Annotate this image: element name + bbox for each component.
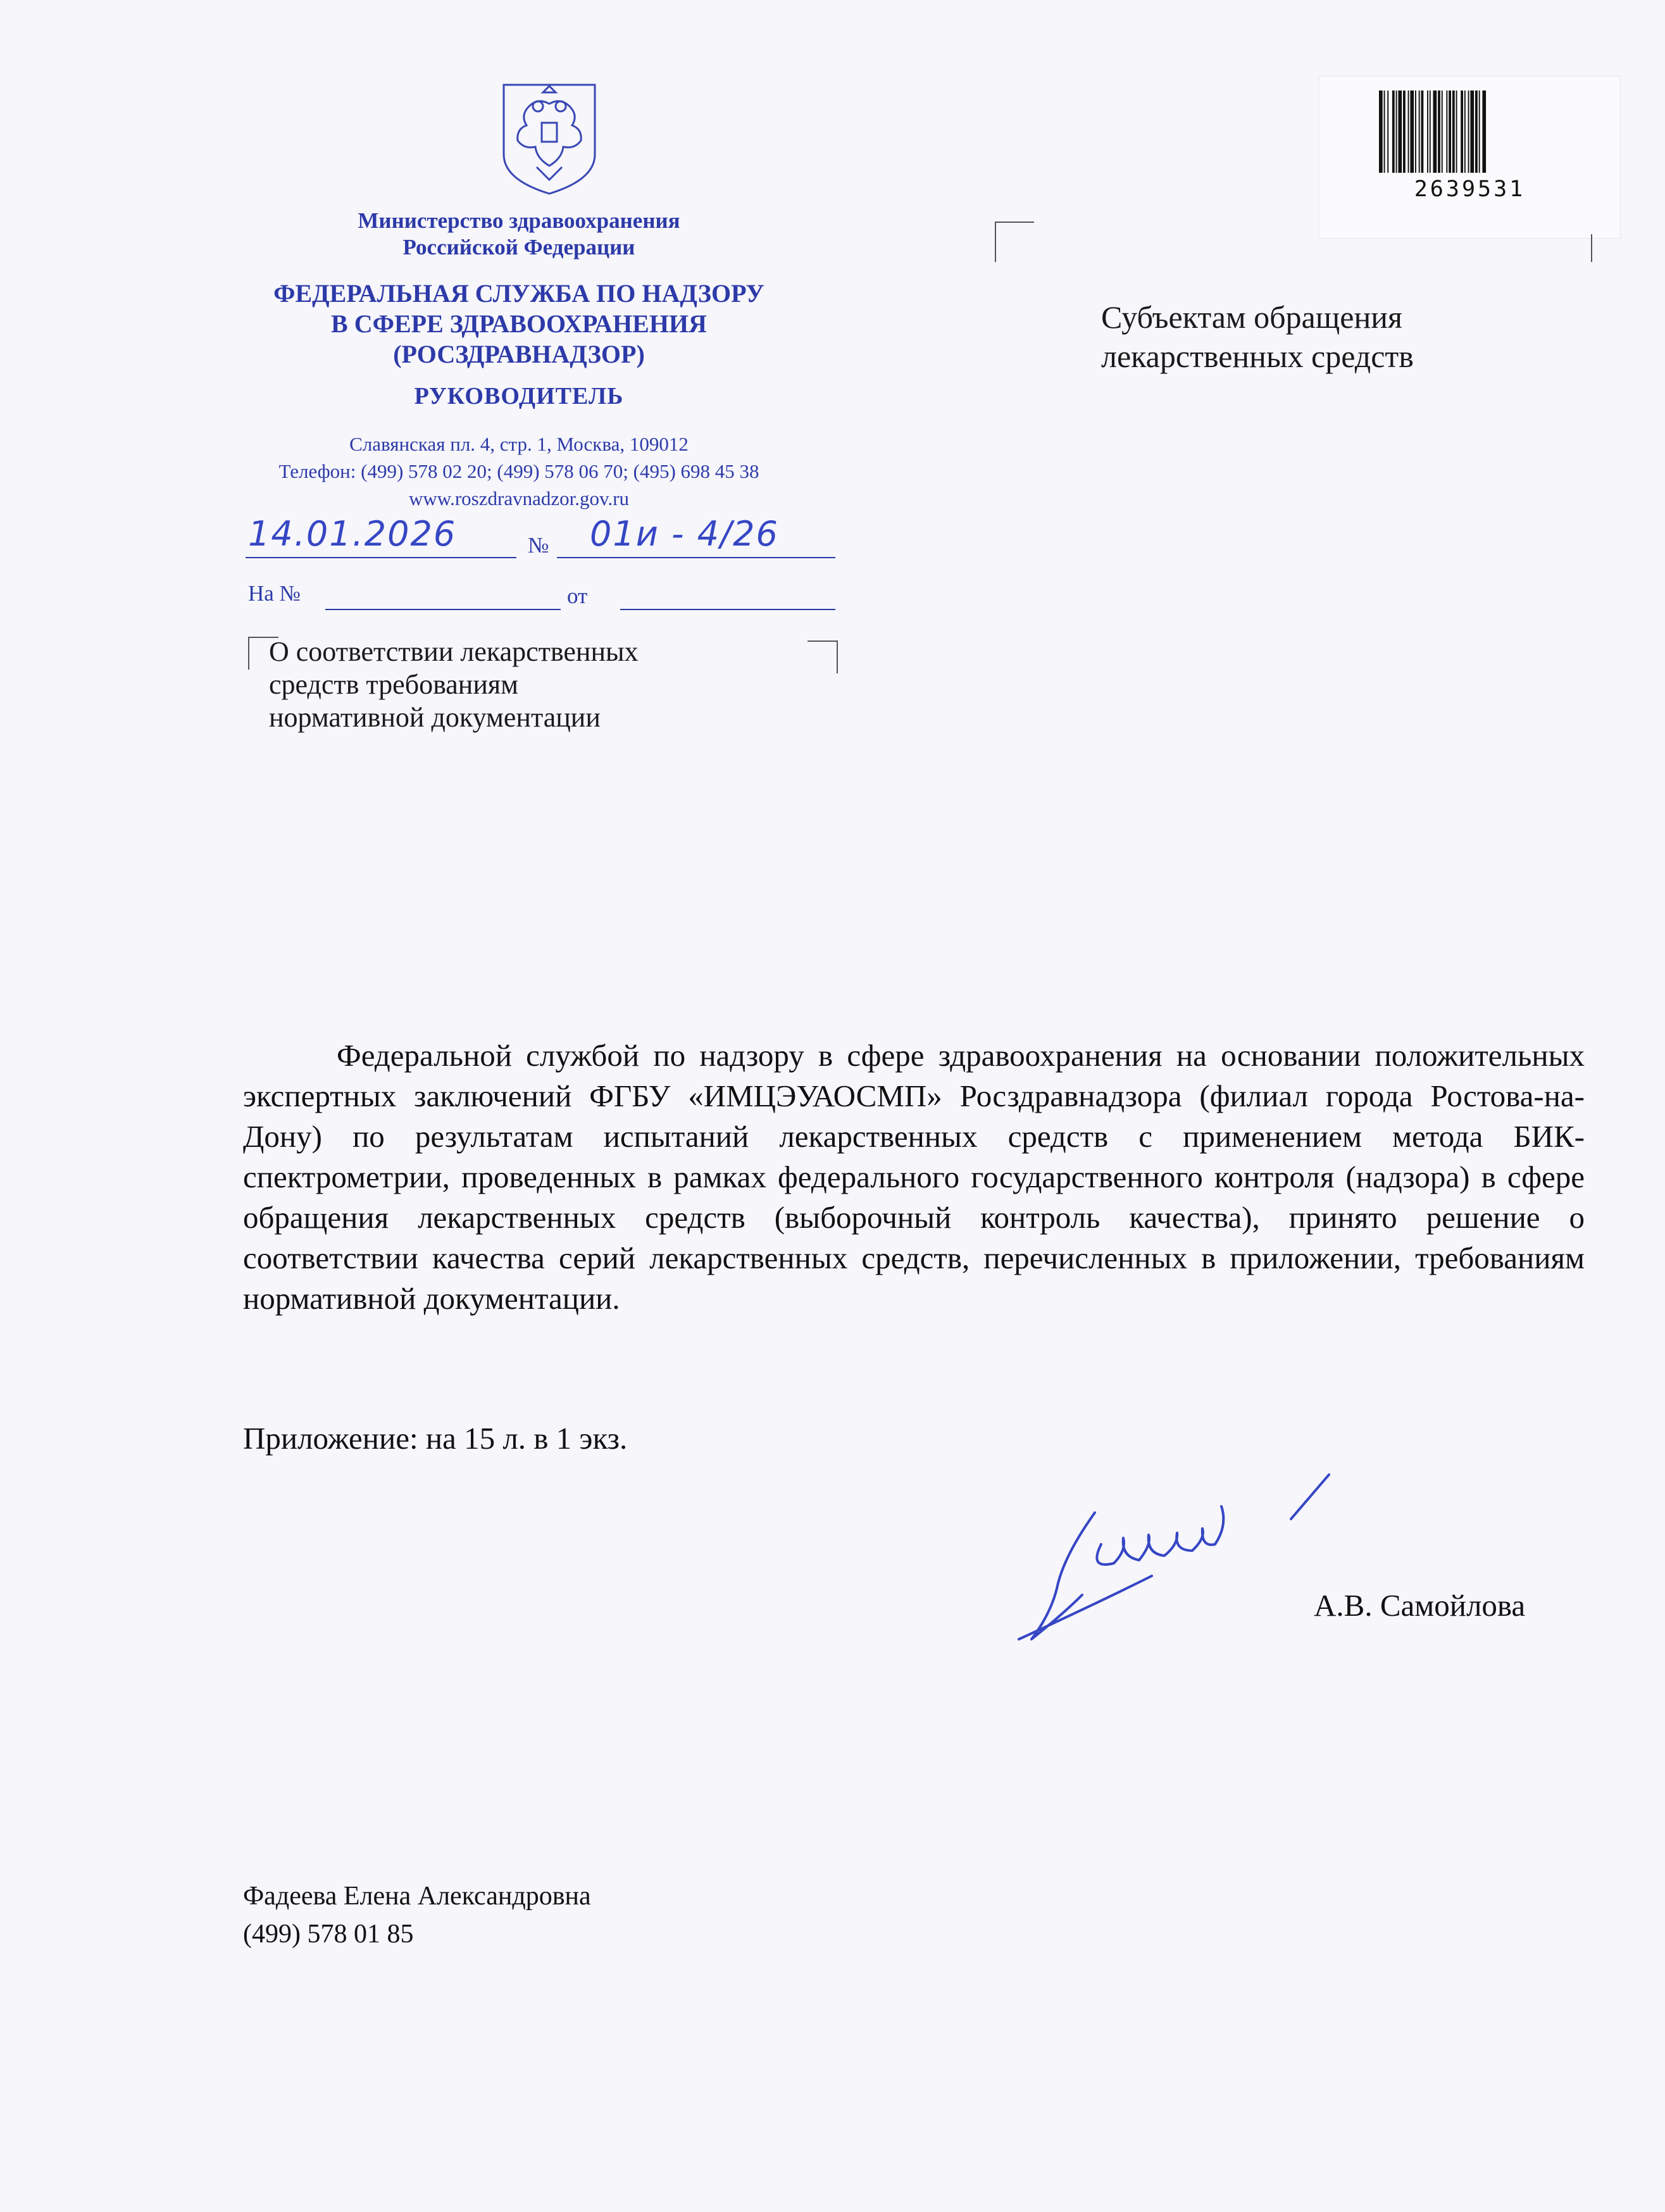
barcode-bar <box>1438 91 1440 173</box>
barcode-bar <box>1419 91 1420 173</box>
barcode-bar <box>1446 91 1447 173</box>
barcode-bar <box>1398 91 1402 173</box>
number-label: № <box>528 533 549 558</box>
barcode-bar <box>1430 91 1431 173</box>
barcode-bar <box>1452 91 1455 173</box>
service-line-1: ФЕДЕРАЛЬНАЯ СЛУЖБА ПО НАДЗОРУ <box>273 279 764 308</box>
ministry-line-1: Министерство здравоохранения <box>358 208 680 233</box>
barcode-bar <box>1403 91 1406 173</box>
reply-from-underline <box>620 609 835 610</box>
subject-line-2: средств требованиям <box>269 669 518 700</box>
barcode-number: 2639531 <box>1414 177 1526 202</box>
barcode-bar <box>1479 91 1480 173</box>
barcode-label <box>1319 76 1621 239</box>
executor-phone: (499) 578 01 85 <box>243 1920 414 1949</box>
barcode-bar <box>1456 91 1457 173</box>
contact-block <box>228 430 810 512</box>
subject-line-3: нормативной документации <box>269 702 601 733</box>
barcode-bar <box>1410 91 1414 173</box>
signer-name: А.В. Самойлова <box>1314 1588 1526 1623</box>
ministry-line-2: Российской Федерации <box>402 235 635 259</box>
barcode-bar <box>1408 91 1409 173</box>
barcode-bar <box>1470 91 1474 173</box>
coat-of-arms-icon <box>499 78 600 196</box>
barcode-bar <box>1433 91 1437 173</box>
date-underline <box>246 557 516 558</box>
appendix-note: Приложение: на 15 л. в 1 экз. <box>243 1421 628 1456</box>
barcode-bar <box>1464 91 1466 173</box>
subject-corner-right <box>808 640 838 673</box>
addressee-corner-right <box>1591 234 1592 262</box>
website: www.roszdravnadzor.gov.ru <box>408 487 630 509</box>
reply-number-underline <box>325 609 561 610</box>
position-title: РУКОВОДИТЕЛЬ <box>414 383 624 409</box>
handwritten-signature <box>1013 1449 1367 1658</box>
service-line-3: (РОСЗДРАВНАДЗОР) <box>393 340 645 368</box>
barcode-bar <box>1421 91 1424 173</box>
reply-number-label: На № <box>248 581 301 606</box>
barcode-bar <box>1468 91 1469 173</box>
number-underline <box>557 557 835 558</box>
barcode-bar <box>1449 91 1451 173</box>
barcode-bar <box>1396 91 1397 173</box>
barcode-bar <box>1387 91 1388 173</box>
barcode-icon <box>1379 91 1569 182</box>
phone-numbers: Телефон: (499) 578 02 20; (499) 578 06 70; (495) 698 45 38 <box>278 460 759 482</box>
letter-subject <box>269 635 639 734</box>
executor-block <box>243 1877 591 1953</box>
outgoing-date: 14.01.2026 <box>248 514 457 554</box>
barcode-bar <box>1384 91 1385 173</box>
postal-address: Славянская пл. 4, стр. 1, Москва, 109012 <box>349 433 689 455</box>
service-line-2: В СФЕРЕ ЗДРАВООХРАНЕНИЯ <box>331 309 707 338</box>
addressee-line-1: Субъектам обращения <box>1101 299 1402 335</box>
barcode-bar <box>1379 91 1383 173</box>
addressee-line-2: лекарственных средств <box>1101 339 1414 374</box>
barcode-bar <box>1461 91 1463 173</box>
outgoing-number: 01и - 4/26 <box>590 514 779 554</box>
addressee <box>1101 297 1414 376</box>
executor-name: Фадеева Елена Александровна <box>243 1882 591 1911</box>
barcode-bar <box>1427 91 1428 173</box>
barcode-bar <box>1442 91 1443 173</box>
ministry-name <box>247 208 791 261</box>
body-paragraph: Федеральной службой по надзору в сфере здравоохранения на основании положительных экспертных заключений ФГБУ «ИМЦЭУАОСМП» Росздравнадзора (филиал города Ростова-на-Дону) по результатам испытаний лекарственных средств с применением метода БИК-спектрометрии, проведенных в рамках федерального государственного контроля (надзора) в сфере обращения лекарственных средств (выборочный контроль качества), принято решение о соответствии качества серий лекарственных средств, перечисленных в приложении, требованиям нормативной документации. <box>243 1038 1585 1316</box>
barcode-bar <box>1475 91 1478 173</box>
addressee-corner-left <box>995 222 1034 262</box>
subject-line-1: О соответствии лекарственных <box>269 636 639 667</box>
barcode-bar <box>1392 91 1395 173</box>
barcode-bar <box>1482 91 1486 173</box>
barcode-bar <box>1415 91 1416 173</box>
service-name <box>209 278 829 370</box>
reply-from-label: от <box>567 584 588 608</box>
